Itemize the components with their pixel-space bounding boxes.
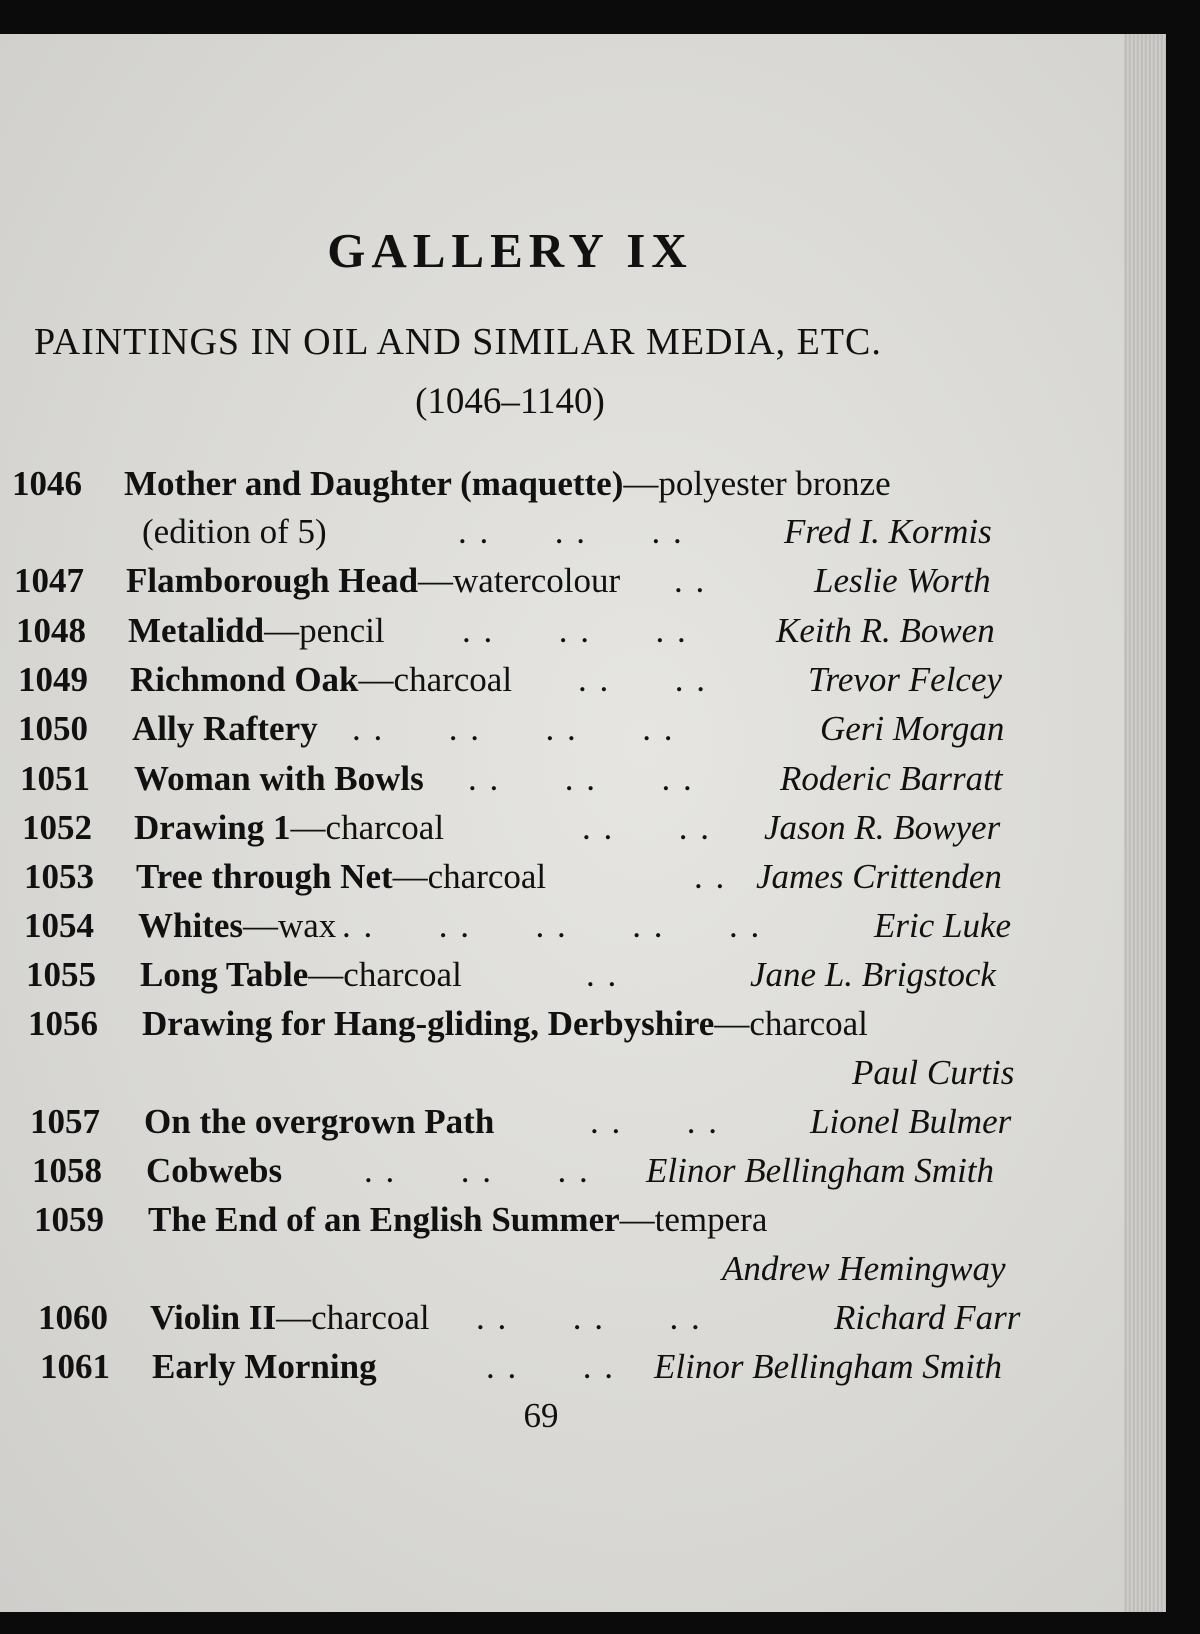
leader-dots: . . — [586, 955, 619, 994]
entry-artist: Keith R. Bowen — [776, 611, 995, 650]
entry-title-line — [148, 1200, 767, 1240]
entry-title: Tree through Net — [136, 857, 393, 896]
entry-number: 1046 — [12, 464, 82, 503]
entry-number: 1051 — [20, 759, 90, 798]
catalogue-entry — [0, 1298, 1166, 1346]
entry-number: 1060 — [38, 1298, 108, 1337]
leader-dots: . . . . . . . . — [352, 709, 675, 748]
catalogue-entry — [0, 464, 1166, 512]
entry-medium: —watercolour — [418, 561, 621, 600]
entry-title: Whites — [138, 906, 243, 945]
entry-medium: —wax — [243, 906, 337, 945]
entry-medium: —pencil — [264, 611, 385, 650]
entry-title-line — [134, 808, 444, 848]
entry-artist: Eric Luke — [874, 906, 1012, 945]
entry-title: Ally Raftery — [132, 709, 318, 748]
entry-artist: Jane L. Brigstock — [750, 955, 996, 994]
entry-title-line — [146, 1151, 282, 1191]
entry-title-line — [130, 660, 512, 700]
entry-title-line — [134, 759, 424, 799]
entry-medium: —charcoal — [276, 1298, 430, 1337]
entry-title-line — [142, 1004, 868, 1044]
catalogue-entry-continuation — [0, 512, 1166, 560]
entry-number: 1057 — [30, 1102, 100, 1141]
leader-dots: . . . . . . — [364, 1151, 590, 1190]
entry-title-line — [140, 955, 462, 995]
entry-title-line — [144, 1102, 494, 1142]
leader-dots: . . . . . . — [468, 759, 694, 798]
entry-title: Violin II — [150, 1298, 277, 1337]
entry-medium: —tempera — [619, 1200, 768, 1239]
entry-title: The End of an English Summer — [148, 1200, 620, 1239]
entry-title-line — [128, 611, 385, 651]
entry-title: Metalidd — [128, 611, 265, 650]
entry-medium: —polyester bronze — [623, 464, 891, 503]
entry-medium: —charcoal — [308, 955, 462, 994]
leader-dots: . . . . — [578, 660, 707, 699]
entry-artist: Leslie Worth — [814, 561, 991, 600]
entry-number: 1050 — [18, 709, 88, 748]
catalogue-entry — [0, 955, 1166, 1003]
leader-dots: . . — [674, 561, 707, 600]
catalogue-entry — [0, 709, 1166, 757]
catalogue-entry — [0, 1102, 1166, 1150]
entry-title-line — [150, 1298, 430, 1338]
catalogue-entry — [0, 561, 1166, 609]
entry-artist: Andrew Hemingway — [722, 1249, 1006, 1288]
gallery-subtitle: PAINTINGS IN OIL AND SIMILAR MEDIA, ETC. — [34, 321, 882, 363]
leader-dots: . . . . . . — [458, 512, 684, 551]
leader-dots: . . . . . . — [476, 1298, 702, 1337]
entry-artist: Roderic Barratt — [780, 759, 1003, 798]
leader-dots: . . — [694, 857, 727, 896]
entry-title: On the overgrown Path — [144, 1102, 495, 1141]
entry-title: Long Table — [140, 955, 309, 994]
entry-artist: Elinor Bellingham Smith — [654, 1347, 1003, 1386]
catalogue-entry-continuation — [0, 1249, 1166, 1297]
entry-title: Early Morning — [152, 1347, 377, 1386]
entry-medium: —charcoal — [714, 1004, 868, 1043]
catalogue-entry — [0, 1347, 1166, 1395]
catalogue-entry — [0, 611, 1166, 659]
leader-dots: . . . . . . . . . . — [342, 906, 762, 945]
catalogue-entry — [0, 906, 1166, 954]
catalogue-entry — [0, 660, 1166, 708]
entry-title: Woman with Bowls — [134, 759, 424, 798]
entry-title-line — [152, 1347, 377, 1387]
leader-dots: . . . . — [486, 1347, 615, 1386]
entry-number: 1054 — [24, 906, 94, 945]
entry-artist: Elinor Bellingham Smith — [646, 1151, 995, 1190]
catalogue-entry — [0, 857, 1166, 905]
leader-dots: . . . . — [590, 1102, 719, 1141]
entry-artist: Trevor Felcey — [808, 660, 1003, 699]
entry-number: 1053 — [24, 857, 94, 896]
catalogue-entry — [0, 1200, 1166, 1248]
entry-artist: James Crittenden — [756, 857, 1002, 896]
entry-number: 1048 — [16, 611, 86, 650]
catalogue-entry — [0, 1004, 1166, 1052]
entry-medium: —charcoal — [392, 857, 547, 896]
entry-title: Drawing for Hang-gliding, Derbyshire — [142, 1004, 715, 1043]
catalogue-page — [0, 34, 1166, 1612]
entry-title-line — [136, 857, 546, 897]
entry-number: 1059 — [34, 1200, 104, 1239]
entry-number: 1052 — [22, 808, 92, 847]
entry-title: Cobwebs — [146, 1151, 283, 1190]
entry-medium: —charcoal — [358, 660, 513, 699]
entry-number: 1056 — [28, 1004, 98, 1043]
entry-artist: Lionel Bulmer — [810, 1102, 1012, 1141]
catalogue-range: (1046–1140) — [415, 381, 605, 422]
catalogue-entry — [0, 808, 1166, 856]
entry-title-line — [132, 709, 318, 749]
catalogue-entry — [0, 1151, 1166, 1199]
entry-artist: Richard Farr — [834, 1298, 1021, 1337]
page-number: 69 — [523, 1396, 559, 1435]
entry-title: Flamborough Head — [126, 561, 419, 600]
entry-title: Mother and Daughter (maquette) — [124, 464, 624, 503]
catalogue-entry — [0, 759, 1166, 807]
entry-number: 1061 — [40, 1347, 110, 1386]
entry-title-line — [138, 906, 336, 946]
entry-artist: Fred I. Kormis — [784, 512, 992, 551]
entry-number: 1058 — [32, 1151, 102, 1190]
entry-medium: —charcoal — [290, 808, 445, 847]
entry-artist: Jason R. Bowyer — [764, 808, 1001, 847]
leader-dots: . . . . — [582, 808, 711, 847]
entry-title: Richmond Oak — [130, 660, 359, 699]
leader-dots: . . . . . . — [462, 611, 688, 650]
entry-number: 1047 — [14, 561, 84, 600]
entry-number: 1049 — [18, 660, 88, 699]
entry-artist: Geri Morgan — [820, 709, 1005, 748]
catalogue-entry-continuation — [0, 1053, 1166, 1101]
entry-title-line — [126, 561, 620, 601]
entry-title-line — [124, 464, 891, 504]
entry-artist: Paul Curtis — [852, 1053, 1015, 1092]
entry-edition: (edition of 5) — [142, 512, 327, 551]
entry-number: 1055 — [26, 955, 96, 994]
entry-title: Drawing 1 — [134, 808, 291, 847]
gallery-title: GALLERY IX — [327, 223, 693, 278]
